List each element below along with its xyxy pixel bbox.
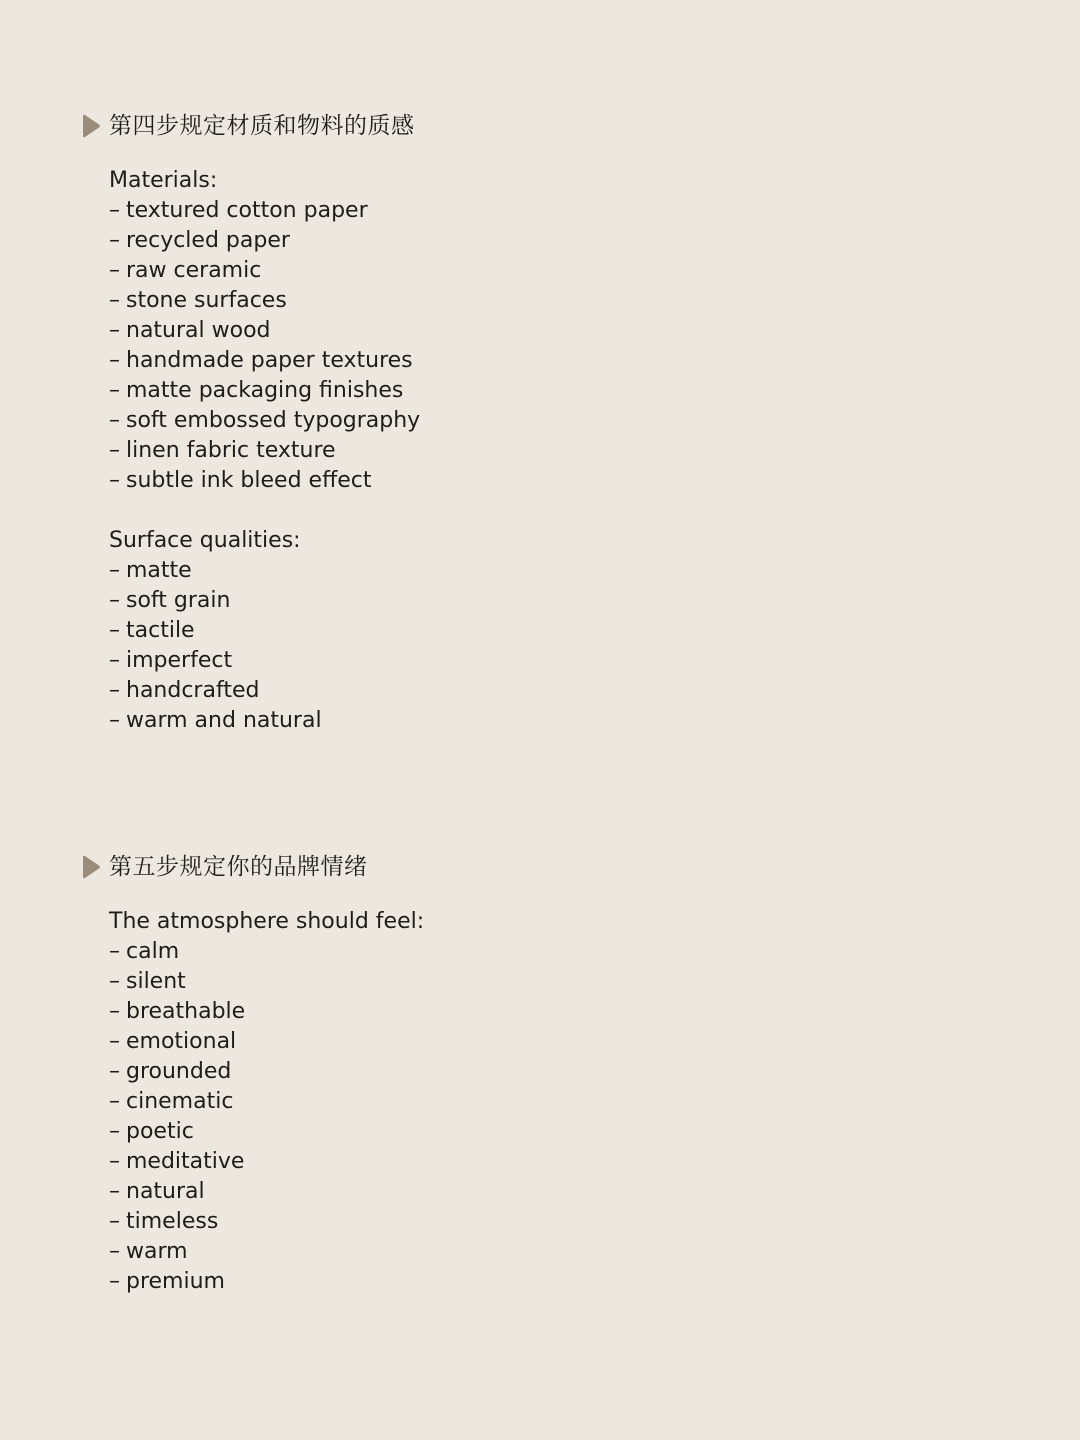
list-item: – subtle ink bleed effect — [109, 468, 372, 493]
atmosphere-list — [109, 937, 980, 1297]
section-step-four — [80, 108, 980, 736]
list-item: – meditative — [109, 1149, 245, 1174]
materials-block — [109, 166, 980, 496]
block-label: Surface qualities: — [109, 528, 301, 553]
surface-qualities-block — [109, 526, 980, 736]
list-item: – premium — [109, 1269, 225, 1294]
list-item: – poetic — [109, 1119, 194, 1144]
list-item: – linen fabric texture — [109, 438, 336, 463]
section-heading — [80, 849, 980, 885]
list-item: – matte packaging finishes — [109, 378, 404, 403]
list-item: – raw ceramic — [109, 258, 262, 283]
section-heading-text: 第五步规定你的品牌情绪 — [109, 854, 368, 880]
play-triangle-icon — [80, 854, 102, 880]
list-item: – cinematic — [109, 1089, 234, 1114]
list-item: – recycled paper — [109, 228, 290, 253]
block-label: The atmosphere should feel: — [109, 909, 425, 934]
play-triangle-icon — [80, 113, 102, 139]
section-heading — [80, 108, 980, 144]
surface-qualities-list — [109, 556, 980, 736]
list-item: – soft embossed typography — [109, 408, 421, 433]
list-item: – soft grain — [109, 588, 231, 613]
list-item: – calm — [109, 939, 180, 964]
list-item: – handcrafted — [109, 678, 260, 703]
section-heading-text: 第四步规定材质和物料的质感 — [109, 113, 415, 139]
list-item: – silent — [109, 969, 186, 994]
block-label: Materials: — [109, 168, 218, 193]
list-item: – natural — [109, 1179, 205, 1204]
list-item: – emotional — [109, 1029, 237, 1054]
list-item: – breathable — [109, 999, 246, 1024]
list-item: – stone surfaces — [109, 288, 287, 313]
materials-list — [109, 196, 980, 496]
list-item: – handmade paper textures — [109, 348, 413, 373]
list-item: – matte — [109, 558, 192, 583]
list-item: – grounded — [109, 1059, 232, 1084]
section-step-five — [80, 849, 980, 1297]
list-item: – timeless — [109, 1209, 219, 1234]
atmosphere-block — [109, 907, 980, 1297]
list-item: – tactile — [109, 618, 195, 643]
list-item: – warm and natural — [109, 708, 322, 733]
list-item: – textured cotton paper — [109, 198, 368, 223]
list-item: – imperfect — [109, 648, 233, 673]
list-item: – natural wood — [109, 318, 271, 343]
list-item: – warm — [109, 1239, 188, 1264]
